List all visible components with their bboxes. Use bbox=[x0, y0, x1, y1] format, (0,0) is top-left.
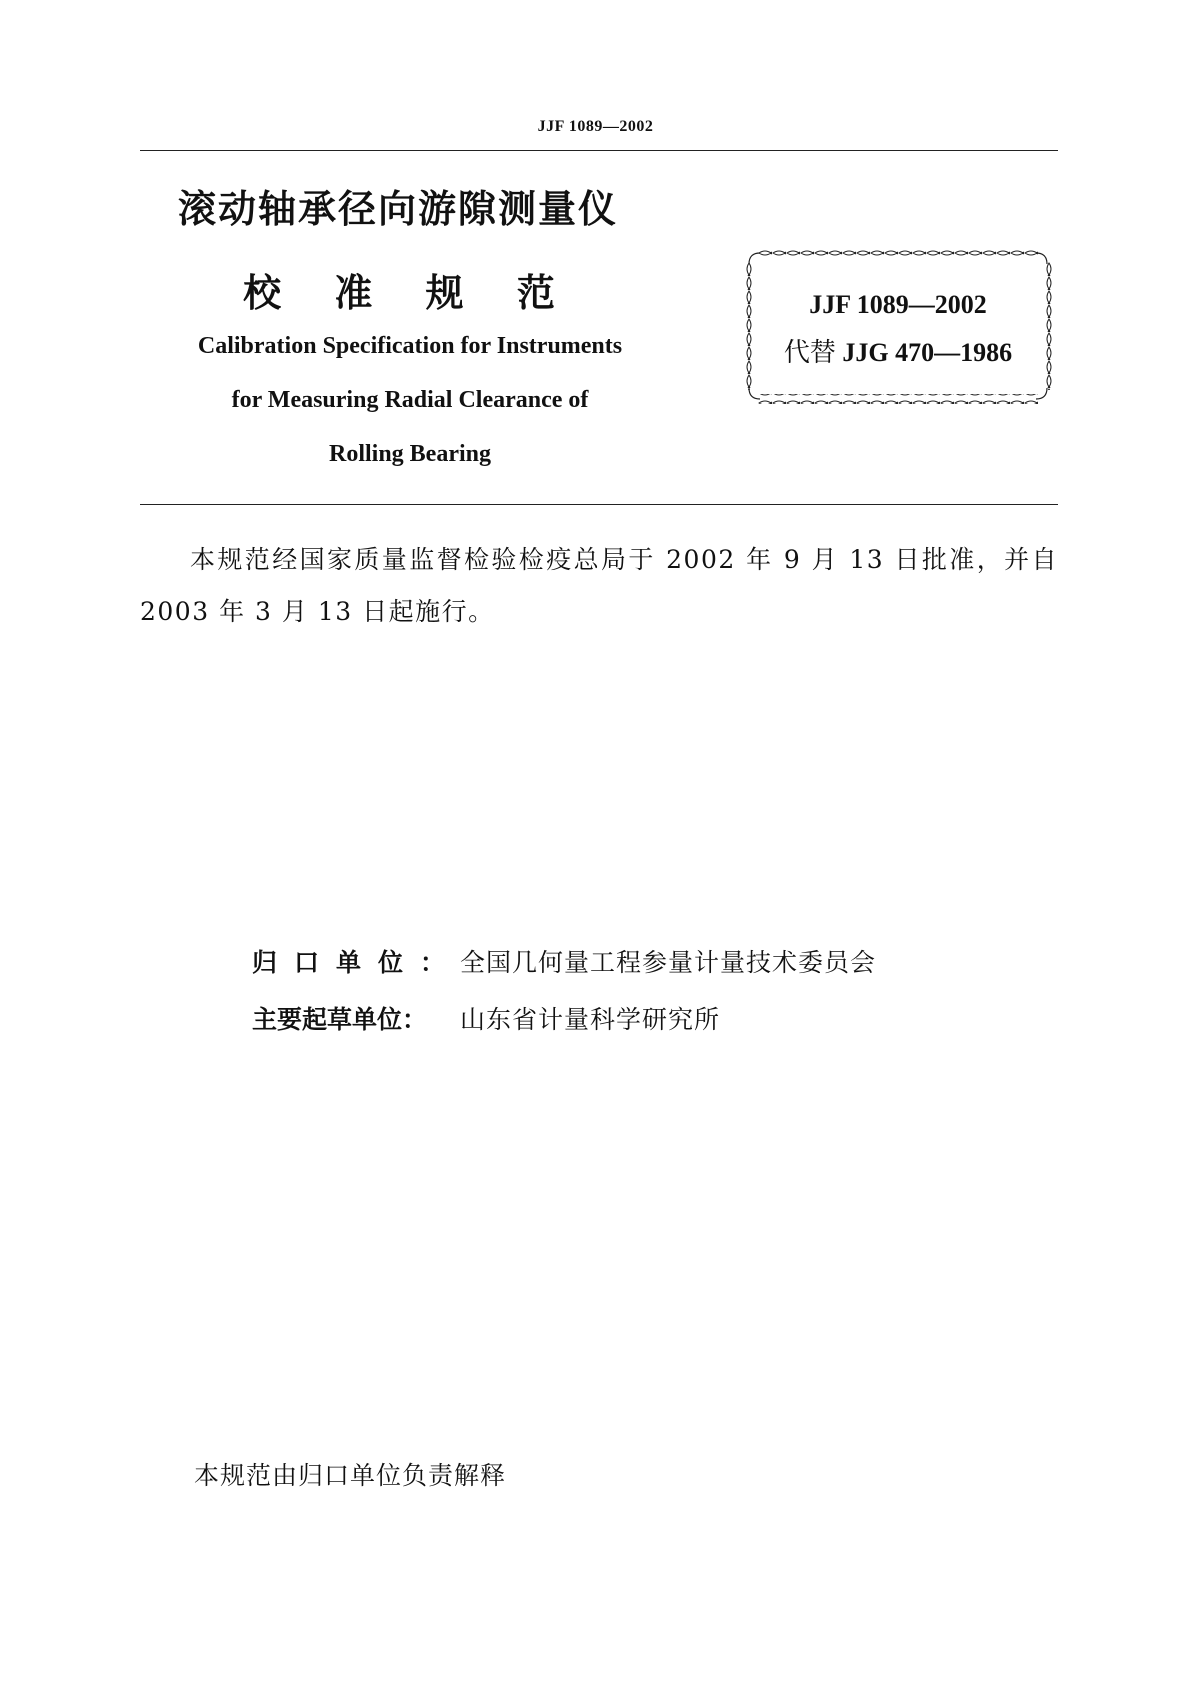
title-chinese: 滚动轴承径向游隙测量仪 bbox=[178, 187, 619, 231]
drafting-unit-label: 主要起草单位： bbox=[252, 1005, 428, 1034]
code-box-ornate-border bbox=[744, 248, 1052, 404]
running-header-code: JJF 1089—2002 bbox=[537, 118, 654, 135]
code-number: JJF 1089—2002 bbox=[809, 290, 987, 319]
replaces-code: JJG 470—1986 bbox=[842, 338, 1013, 367]
subtitle-chinese: 校 准 规 范 bbox=[243, 271, 575, 315]
responsible-unit-label: 归口单位： bbox=[252, 948, 463, 977]
responsible-unit-value: 全国几何量工程参量计量技术委员会 bbox=[460, 948, 877, 977]
drafting-unit-value: 山东省计量科学研究所 bbox=[460, 1005, 721, 1034]
drafting-unit-row bbox=[252, 1000, 720, 1036]
interpretation-note: 本规范由归口单位负责解释 bbox=[194, 1461, 507, 1490]
header-rule bbox=[140, 150, 1058, 151]
title-english-line-3: Rolling Bearing bbox=[328, 441, 491, 467]
replaces-prefix: 代替 bbox=[783, 338, 836, 368]
replaces-line bbox=[744, 332, 1052, 369]
code-box bbox=[744, 248, 1052, 404]
responsible-unit-row bbox=[252, 943, 876, 979]
title-block-rule bbox=[140, 504, 1058, 505]
title-english-line-2: for Measuring Radial Clearance of bbox=[231, 387, 589, 413]
title-english-line-1: Calibration Specification for Instruments bbox=[197, 333, 623, 359]
approval-statement: 本规范经国家质量监督检验检疫总局于 2002 年 9 月 13 日批准，并自 2003 年 3 月 13 日起施行。 bbox=[140, 545, 1058, 626]
